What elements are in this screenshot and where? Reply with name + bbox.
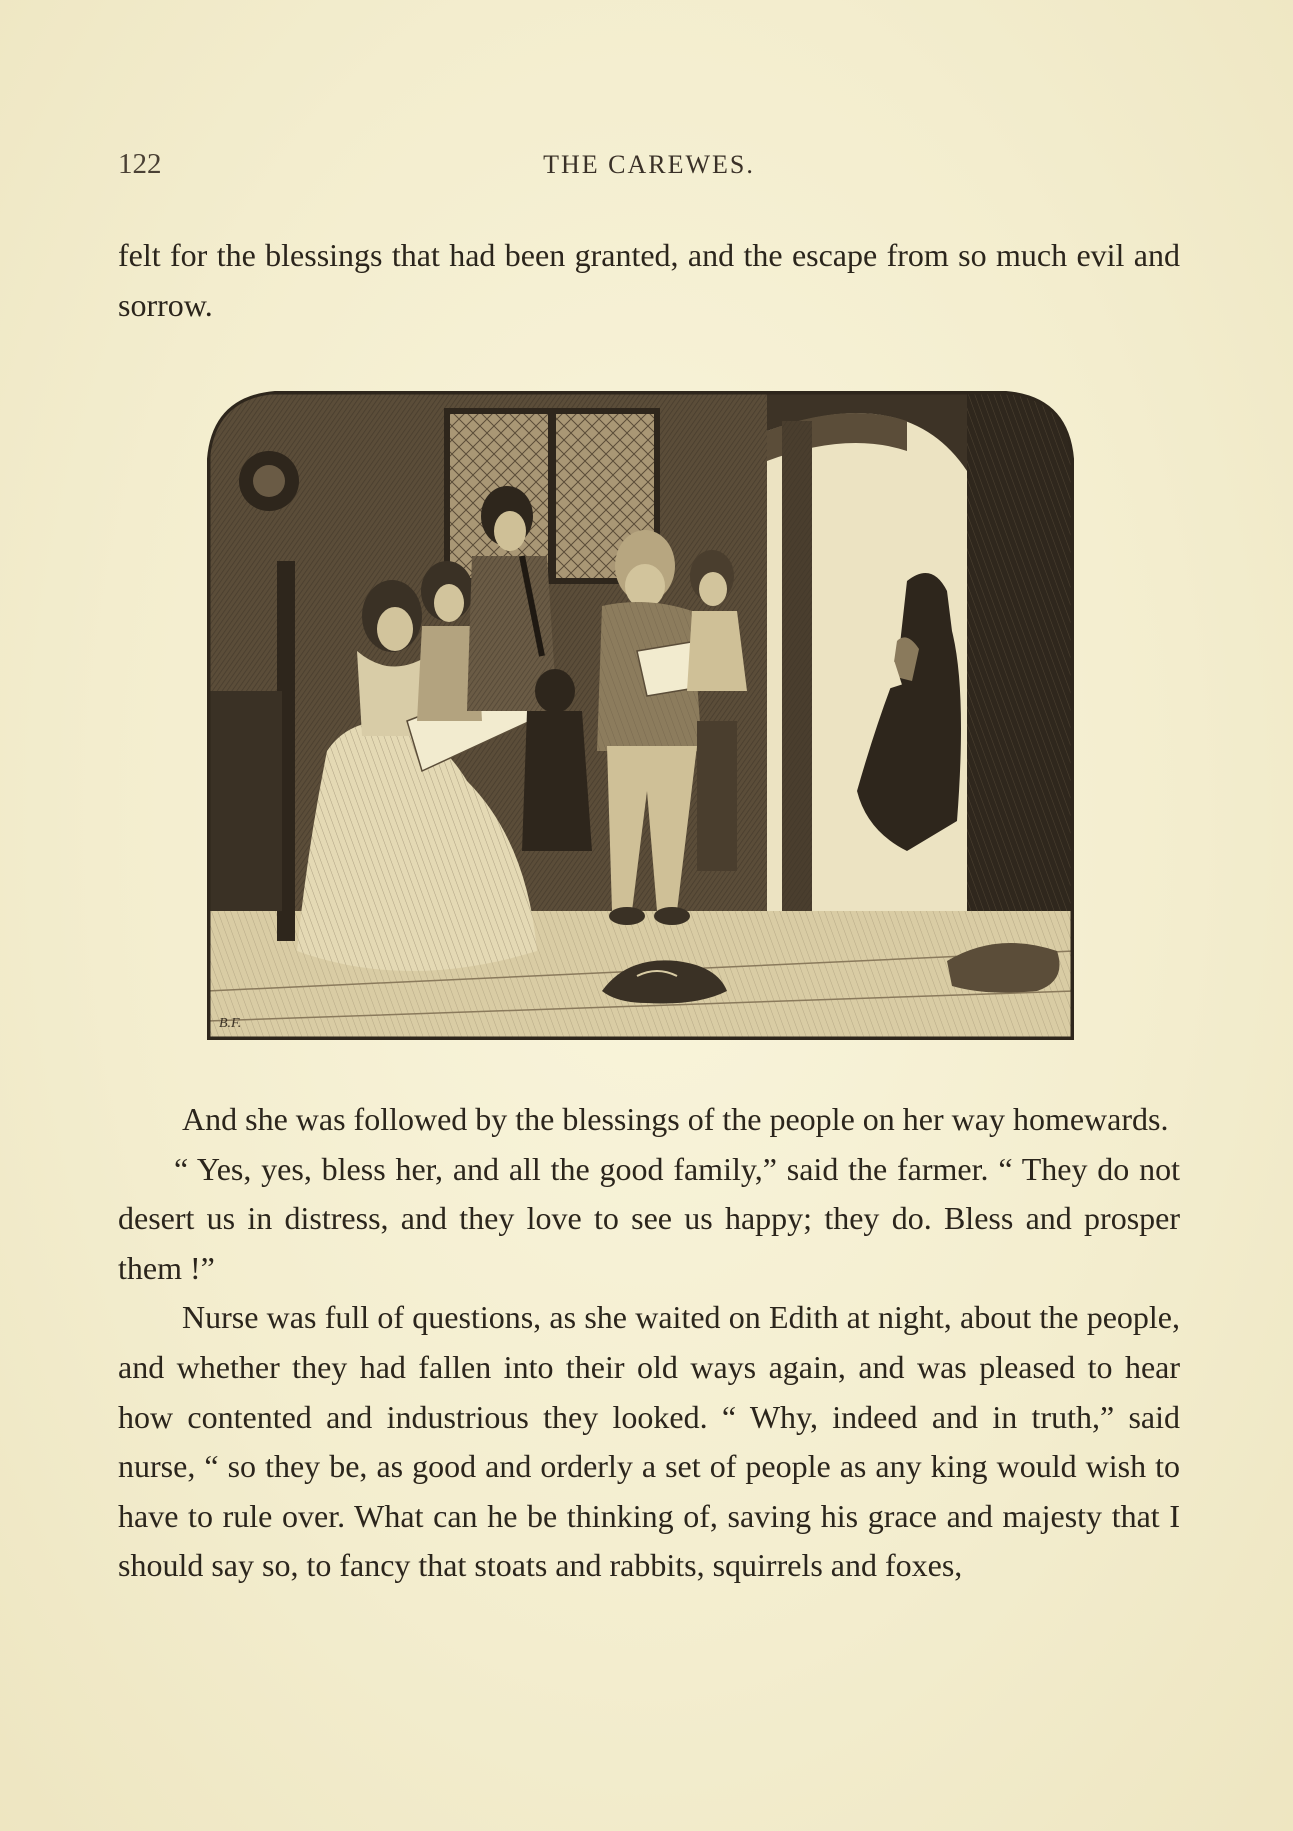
paragraph-3: Nurse was full of questions, as she waited on Edith at night, about the people, and whether they had fallen into their old ways again, and was pleased to hear how contented and industrious they looked. “ Why, indeed and in truth,” said nurse, “ so they be, as good and orderly a set of people as any king would wish to have to rule over. What can he be thinking of, saving his grace and majesty that I should say so, to fancy that stoats and rabbits, squirrels and foxes, xyxy=(118,1299,1180,1584)
paragraph-continuation: felt for the blessings that had been granted, and the escape from so much evil and sorrow. xyxy=(118,237,1180,323)
paragraph-2: “ Yes, yes, bless her, and all the good family,” said the farmer. “ They do not desert us in distress, and they love to see us happy; they do. Bless and prosper them !” xyxy=(118,1150,1180,1286)
engraving-illustration xyxy=(207,391,1074,1040)
top-text-block xyxy=(118,231,1180,330)
paragraph-1: And she was followed by the blessings of the people on her way homewards. xyxy=(182,1101,1169,1137)
page-header xyxy=(118,148,1180,188)
bottom-text-block xyxy=(118,1095,1180,1591)
page-number: 122 xyxy=(118,148,162,180)
engraver-signature: B.F. xyxy=(219,1016,242,1031)
running-title: THE CAREWES. xyxy=(543,150,755,179)
